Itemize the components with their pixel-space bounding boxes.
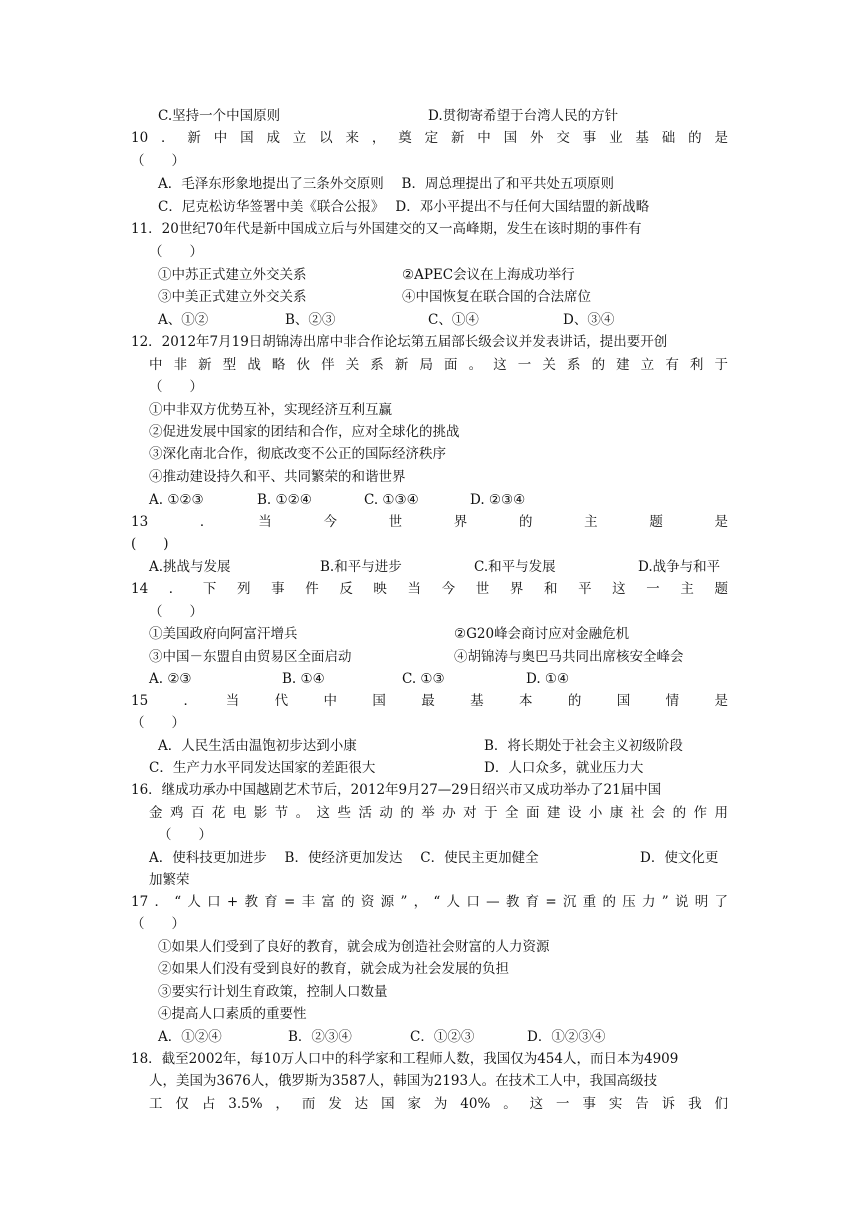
- answer-blank: （ ）: [131, 153, 185, 169]
- options-row: A．毛泽东形象地提出了三条外交原则 B．周总理提出了和平共处五项原则: [158, 176, 614, 192]
- option-d: D.战争与和平: [638, 559, 721, 575]
- option-c: C．①②③: [410, 1029, 475, 1045]
- option-c: C．生产力水平同发达国家的差距很大: [149, 760, 376, 776]
- option-a: A.挑战与发展: [149, 559, 231, 575]
- option-c: C.和平与发展: [474, 559, 556, 575]
- option-c: C、①④: [428, 312, 479, 328]
- option-d: D．人口众多，就业压力大: [484, 760, 644, 776]
- option-d: D. ②③④: [470, 492, 526, 508]
- answer-blank: （ ）: [149, 379, 203, 395]
- option-b: B．将长期处于社会主义初级阶段: [484, 738, 683, 754]
- question-14: 14．下列事件反映当今世界和平这一主题: [131, 581, 728, 597]
- statement-4: ④胡锦涛与奥巴马共同出席核安全峰会: [454, 649, 684, 665]
- statement-4: ④中国恢复在联合国的合法席位: [402, 289, 591, 305]
- options-row: A．使科技更加进步 B．使经济更加发达 C．使民主更加健全: [149, 850, 539, 866]
- option-d: D．使文化更: [640, 850, 719, 866]
- option-a: A．人民生活由温饱初步达到小康: [158, 738, 357, 754]
- statement-4: ④提高人口素质的重要性: [158, 1006, 307, 1022]
- question-11: 11．20世纪70年代是新中国成立后与外国建交的又一高峰期，发生在该时期的事件有: [131, 221, 642, 237]
- question-18-cont: 人，美国为3676人，俄罗斯为3587人，韩国为2193人。在技术工人中，我国高级技: [149, 1073, 658, 1089]
- answer-blank: （ ）: [149, 604, 203, 620]
- option-b: B.和平与进步: [320, 559, 402, 575]
- answer-blank: （ ）: [131, 916, 185, 932]
- option-b: B、②③: [285, 312, 336, 328]
- option-a: A. ①②③: [149, 492, 204, 508]
- option-d: D．①②③④: [527, 1029, 606, 1045]
- statement-3: ③中国－东盟自由贸易区全面启动: [149, 649, 352, 665]
- question-12-cont: 中非新型战略伙伴关系新局面。这一关系的建立有利于: [149, 357, 728, 373]
- option-c: C. ①③: [402, 671, 445, 687]
- question-13: 13 ． 当 今 世 界 的 主 题 是: [131, 514, 728, 530]
- question-17: 17．“人口+教育=丰富的资源”，“人口—教育=沉重的压力”说明了: [131, 894, 728, 910]
- statement-2: ②G20峰会商讨应对金融危机: [454, 626, 630, 642]
- statement-1: ①如果人们受到了良好的教育，就会成为创造社会财富的人力资源: [158, 939, 550, 955]
- question-18-cont: 工仅占3.5%，而发达国家为40%。这一事实告诉我们: [149, 1096, 728, 1112]
- question-16: 16．继成功承办中国越剧艺术节后，2012年9月27—29日绍兴市又成功举办了21届中国: [131, 782, 662, 798]
- option-a: A．①②④: [158, 1029, 222, 1045]
- question-15: 15 ． 当 代 中 国 最 基 本 的 国 情 是: [131, 693, 728, 709]
- question-12: 12．2012年7月19日胡锦涛出席中非合作论坛第五届部长级会议并发表讲话，提出要开创: [131, 334, 668, 350]
- options-row: C．尼克松访华签署中美《联合公报》 D．邓小平提出不与任何大国结盟的新战略: [158, 199, 650, 215]
- option-d: D、③④: [563, 312, 615, 328]
- statement-3: ③中美正式建立外交关系: [158, 289, 307, 305]
- option-b: B．②③④: [288, 1029, 352, 1045]
- statement-3: ③要实行计划生育政策，控制人口数量: [158, 984, 388, 1000]
- statement-2: ②如果人们没有受到良好的教育，就会成为社会发展的负担: [158, 961, 509, 977]
- option-b: B. ①④: [282, 671, 325, 687]
- statement-3: ③深化南北合作，彻底改变不公正的国际经济秩序: [149, 446, 446, 462]
- option-a: A. ②③: [149, 671, 192, 687]
- option-a: A、①②: [158, 312, 209, 328]
- option-d: D. ①④: [526, 671, 570, 687]
- question-16-cont: 金鸡百花电影节。这些活动的举办对于全面建设小康社会的作用: [149, 805, 728, 821]
- option-b: B. ①②④: [257, 492, 312, 508]
- statement-1: ①中非双方优势互补，实现经济互利互赢: [149, 402, 392, 418]
- statement-2: ②APEC会议在上海成功举行: [402, 267, 575, 283]
- statement-1: ①美国政府向阿富汗增兵: [149, 626, 298, 642]
- answer-blank: （ ）: [158, 827, 212, 843]
- option-d: D.贯彻寄希望于台湾人民的方针: [428, 108, 619, 124]
- answer-blank: （ ）: [131, 715, 185, 731]
- statement-2: ②促进发展中国家的团结和合作，应对全球化的挑战: [149, 424, 460, 440]
- option-d-cont: 加繁荣: [149, 872, 190, 888]
- question-18: 18．截至2002年，每10万人口中的科学家和工程师人数，我国仅为454人，而日本为4909: [131, 1051, 679, 1067]
- statement-4: ④推动建设持久和平、共同繁荣的和谐世界: [149, 469, 406, 485]
- answer-blank: （ ）: [149, 244, 203, 260]
- answer-blank: ( ): [131, 536, 169, 552]
- question-10: 10．新中国成立以来，奠定新中国外交事业基础的是: [131, 130, 728, 146]
- option-c: C.坚持一个中国原则: [158, 108, 281, 124]
- statement-1: ①中苏正式建立外交关系: [158, 267, 307, 283]
- option-c: C. ①③④: [364, 492, 419, 508]
